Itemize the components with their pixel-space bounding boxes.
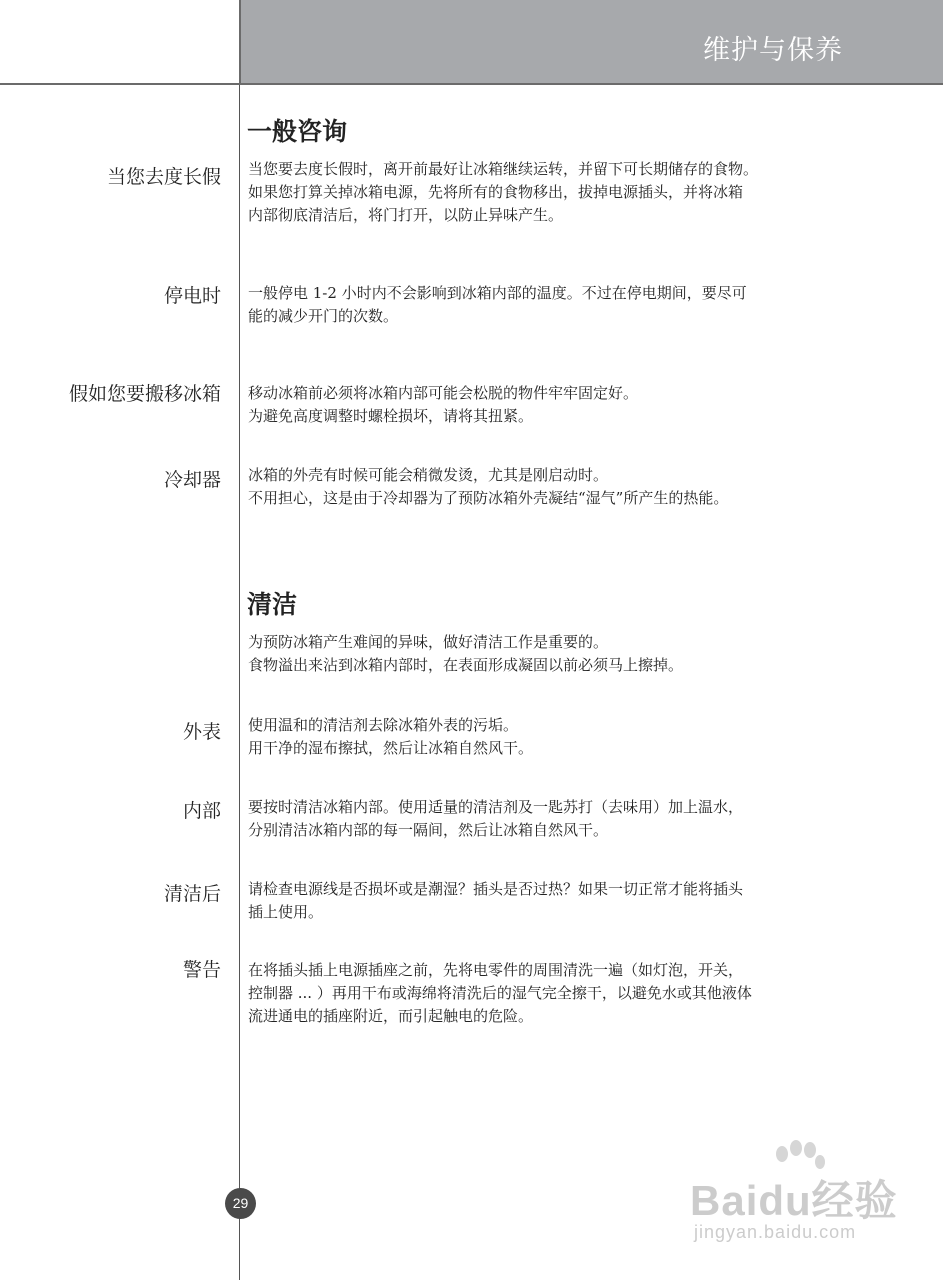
label-vacation: 当您去度长假: [106, 166, 221, 188]
page-title: 维护与保养: [703, 35, 843, 66]
margin-rule: [239, 85, 240, 1280]
header-divider: [239, 0, 241, 84]
text-line: 流进通电的插座附近，而引起触电的危险。: [248, 1007, 534, 1025]
watermark-url: jingyan.baidu.com: [694, 1222, 857, 1242]
label-power-outage: 停电时: [163, 285, 221, 307]
text-line: 要按时清洁冰箱内部。使用适量的清洁剂及一匙苏打（去味用）加上温水，: [248, 798, 744, 816]
text-line: 能的减少开门的次数。: [248, 307, 399, 325]
label-after-cleaning: 清洁后: [163, 883, 221, 905]
text-line: 为预防冰箱产生难闻的异味，做好清洁工作是重要的。: [248, 633, 609, 651]
watermark-brand: Baidu经验: [690, 1177, 898, 1224]
text-warning: [248, 959, 888, 1028]
text-line: 在将插头插上电源插座之前，先将电零件的周围清洗一遍（如灯泡，开关，: [248, 961, 744, 979]
label-warning: 警告: [182, 959, 221, 981]
text-after-cleaning: [248, 878, 888, 924]
label-interior: 内部: [182, 800, 221, 822]
text-line: 请检查电源线是否损坏或是潮湿？插头是否过热？如果一切正常才能将插头: [248, 880, 744, 898]
page-number: 29: [225, 1188, 256, 1219]
text-line: 用干净的湿布擦拭，然后让冰箱自然风干。: [248, 739, 534, 757]
text-line: 食物溢出来沾到冰箱内部时，在表面形成凝固以前必须马上擦掉。: [248, 656, 684, 674]
text-cleaning-intro: [248, 631, 888, 677]
text-exterior: [248, 714, 888, 760]
baidu-watermark: [690, 1140, 920, 1245]
section-heading-cleaning: 清洁: [247, 590, 298, 619]
text-line: 为避免高度调整时螺栓损坏，请将其扭紧。: [248, 407, 534, 425]
text-line: 使用温和的清洁剂去除冰箱外表的污垢。: [248, 716, 519, 734]
text-vacation: [248, 158, 888, 227]
header-rule: [0, 83, 943, 85]
text-line: 内部彻底清洁后，将门打开，以防止异味产生。: [248, 206, 564, 224]
text-line: 冰箱的外壳有时候可能会稍微发烫，尤其是刚启动时。: [248, 466, 609, 484]
label-moving: 假如您要搬移冰箱: [68, 383, 221, 405]
label-exterior: 外表: [182, 721, 221, 743]
text-line: 移动冰箱前必须将冰箱内部可能会松脱的物件牢牢固定好。: [248, 384, 639, 402]
text-line: 当您要去度长假时，离开前最好让冰箱继续运转，并留下可长期储存的食物。: [248, 160, 759, 178]
text-line: 如果您打算关掉冰箱电源，先将所有的食物移出，拔掉电源插头，并将冰箱: [248, 183, 744, 201]
text-line: 不用担心，这是由于冷却器为了预防冰箱外壳凝结“湿气”所产生的热能。: [248, 489, 729, 507]
text-power-outage: [248, 282, 888, 328]
label-cooler: 冷却器: [163, 469, 221, 491]
text-interior: [248, 796, 888, 842]
text-moving: [248, 382, 888, 428]
text-line: 控制器 ... ）再用干布或海绵将清洗后的湿气完全擦干，以避免水或其他液体: [248, 984, 752, 1002]
text-line: 插上使用。: [248, 903, 324, 921]
text-cooler: [248, 464, 888, 510]
section-heading-general: 一般咨询: [247, 117, 348, 146]
text-line: 一般停电 1-2 小时内不会影响到冰箱内部的温度。不过在停电期间，要尽可: [248, 284, 747, 302]
text-line: 分别清洁冰箱内部的每一隔间，然后让冰箱自然风干。: [248, 821, 609, 839]
